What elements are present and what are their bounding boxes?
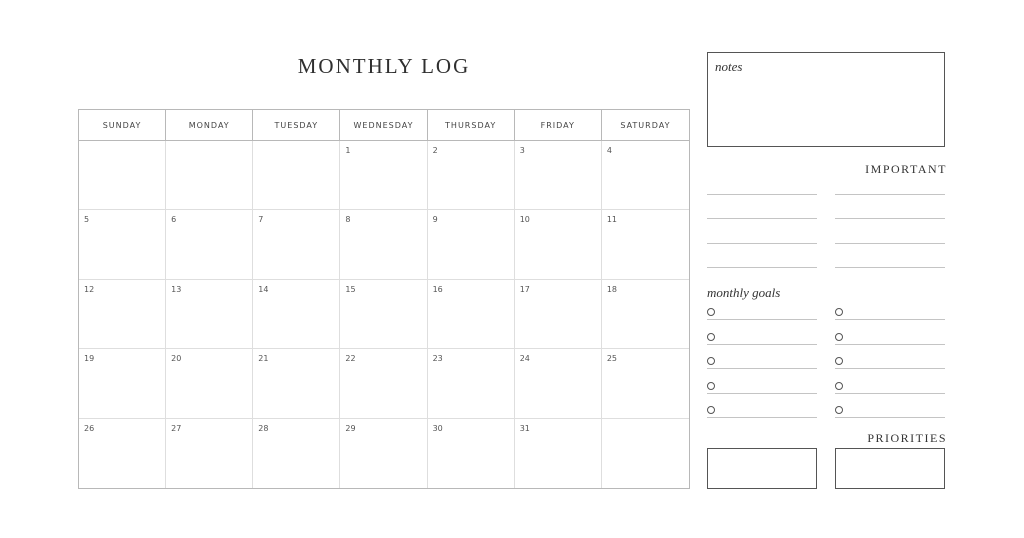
goal-checkbox[interactable]: [835, 406, 843, 414]
day-of-week-header: FRIDAY: [515, 110, 602, 141]
day-of-week-header: MONDAY: [166, 110, 253, 141]
day-cell[interactable]: 10: [515, 210, 602, 279]
important-line[interactable]: [707, 267, 817, 268]
goal-line[interactable]: [835, 368, 945, 369]
day-cell[interactable]: 23: [428, 349, 515, 418]
goal-line[interactable]: [835, 344, 945, 345]
day-cell[interactable]: 16: [428, 280, 515, 349]
day-cell[interactable]: 25: [602, 349, 689, 418]
day-cell[interactable]: 26: [79, 419, 166, 488]
goal-checkbox[interactable]: [707, 308, 715, 316]
day-cell[interactable]: 20: [166, 349, 253, 418]
goal-line[interactable]: [835, 319, 945, 320]
day-cell[interactable]: 5: [79, 210, 166, 279]
day-cell[interactable]: 11: [602, 210, 689, 279]
goal-line[interactable]: [835, 417, 945, 418]
day-cell[interactable]: 27: [166, 419, 253, 488]
day-cell[interactable]: 2: [428, 141, 515, 210]
day-cell[interactable]: 9: [428, 210, 515, 279]
goal-checkbox[interactable]: [707, 333, 715, 341]
important-line[interactable]: [707, 243, 817, 244]
goal-line[interactable]: [707, 368, 817, 369]
day-cell[interactable]: [602, 419, 689, 488]
day-cell[interactable]: 15: [340, 280, 427, 349]
priority-box[interactable]: [707, 448, 817, 489]
important-line[interactable]: [835, 218, 945, 219]
goal-line[interactable]: [707, 417, 817, 418]
important-line[interactable]: [707, 194, 817, 195]
goal-checkbox[interactable]: [835, 357, 843, 365]
notes-label: notes: [715, 59, 743, 74]
day-cell[interactable]: 28: [253, 419, 340, 488]
goal-line[interactable]: [707, 319, 817, 320]
goal-checkbox[interactable]: [835, 308, 843, 316]
day-cell[interactable]: 17: [515, 280, 602, 349]
day-cell[interactable]: 8: [340, 210, 427, 279]
day-of-week-header: SATURDAY: [602, 110, 689, 141]
day-cell[interactable]: 29: [340, 419, 427, 488]
day-cell[interactable]: 22: [340, 349, 427, 418]
goal-checkbox[interactable]: [707, 382, 715, 390]
day-cell[interactable]: 3: [515, 141, 602, 210]
important-line[interactable]: [835, 243, 945, 244]
day-cell[interactable]: 31: [515, 419, 602, 488]
notes-box[interactable]: [707, 52, 945, 147]
important-line[interactable]: [835, 267, 945, 268]
day-cell[interactable]: 12: [79, 280, 166, 349]
day-cell[interactable]: [253, 141, 340, 210]
goal-checkbox[interactable]: [835, 333, 843, 341]
day-cell[interactable]: 7: [253, 210, 340, 279]
day-cell[interactable]: 13: [166, 280, 253, 349]
goal-line[interactable]: [707, 344, 817, 345]
day-cell[interactable]: 1: [340, 141, 427, 210]
day-cell[interactable]: [79, 141, 166, 210]
day-of-week-header: SUNDAY: [79, 110, 166, 141]
day-of-week-header: TUESDAY: [253, 110, 340, 141]
monthly-goals-label: monthly goals: [707, 285, 781, 300]
important-line[interactable]: [835, 194, 945, 195]
day-cell[interactable]: 6: [166, 210, 253, 279]
priority-box[interactable]: [835, 448, 945, 489]
page-title: MONTHLY LOG: [297, 54, 471, 78]
goal-checkbox[interactable]: [707, 357, 715, 365]
day-cell[interactable]: 21: [253, 349, 340, 418]
calendar-grid: [78, 109, 690, 489]
day-cell[interactable]: 30: [428, 419, 515, 488]
day-cell[interactable]: [166, 141, 253, 210]
day-cell[interactable]: 19: [79, 349, 166, 418]
priorities-heading: PRIORITIES: [867, 431, 947, 445]
day-cell[interactable]: 24: [515, 349, 602, 418]
day-cell[interactable]: 14: [253, 280, 340, 349]
goal-checkbox[interactable]: [835, 382, 843, 390]
day-cell[interactable]: 18: [602, 280, 689, 349]
goal-checkbox[interactable]: [707, 406, 715, 414]
goal-line[interactable]: [707, 393, 817, 394]
day-of-week-header: WEDNESDAY: [340, 110, 427, 141]
day-of-week-header: THURSDAY: [428, 110, 515, 141]
important-heading: IMPORTANT: [865, 162, 947, 176]
goal-line[interactable]: [835, 393, 945, 394]
day-cell[interactable]: 4: [602, 141, 689, 210]
important-line[interactable]: [707, 218, 817, 219]
